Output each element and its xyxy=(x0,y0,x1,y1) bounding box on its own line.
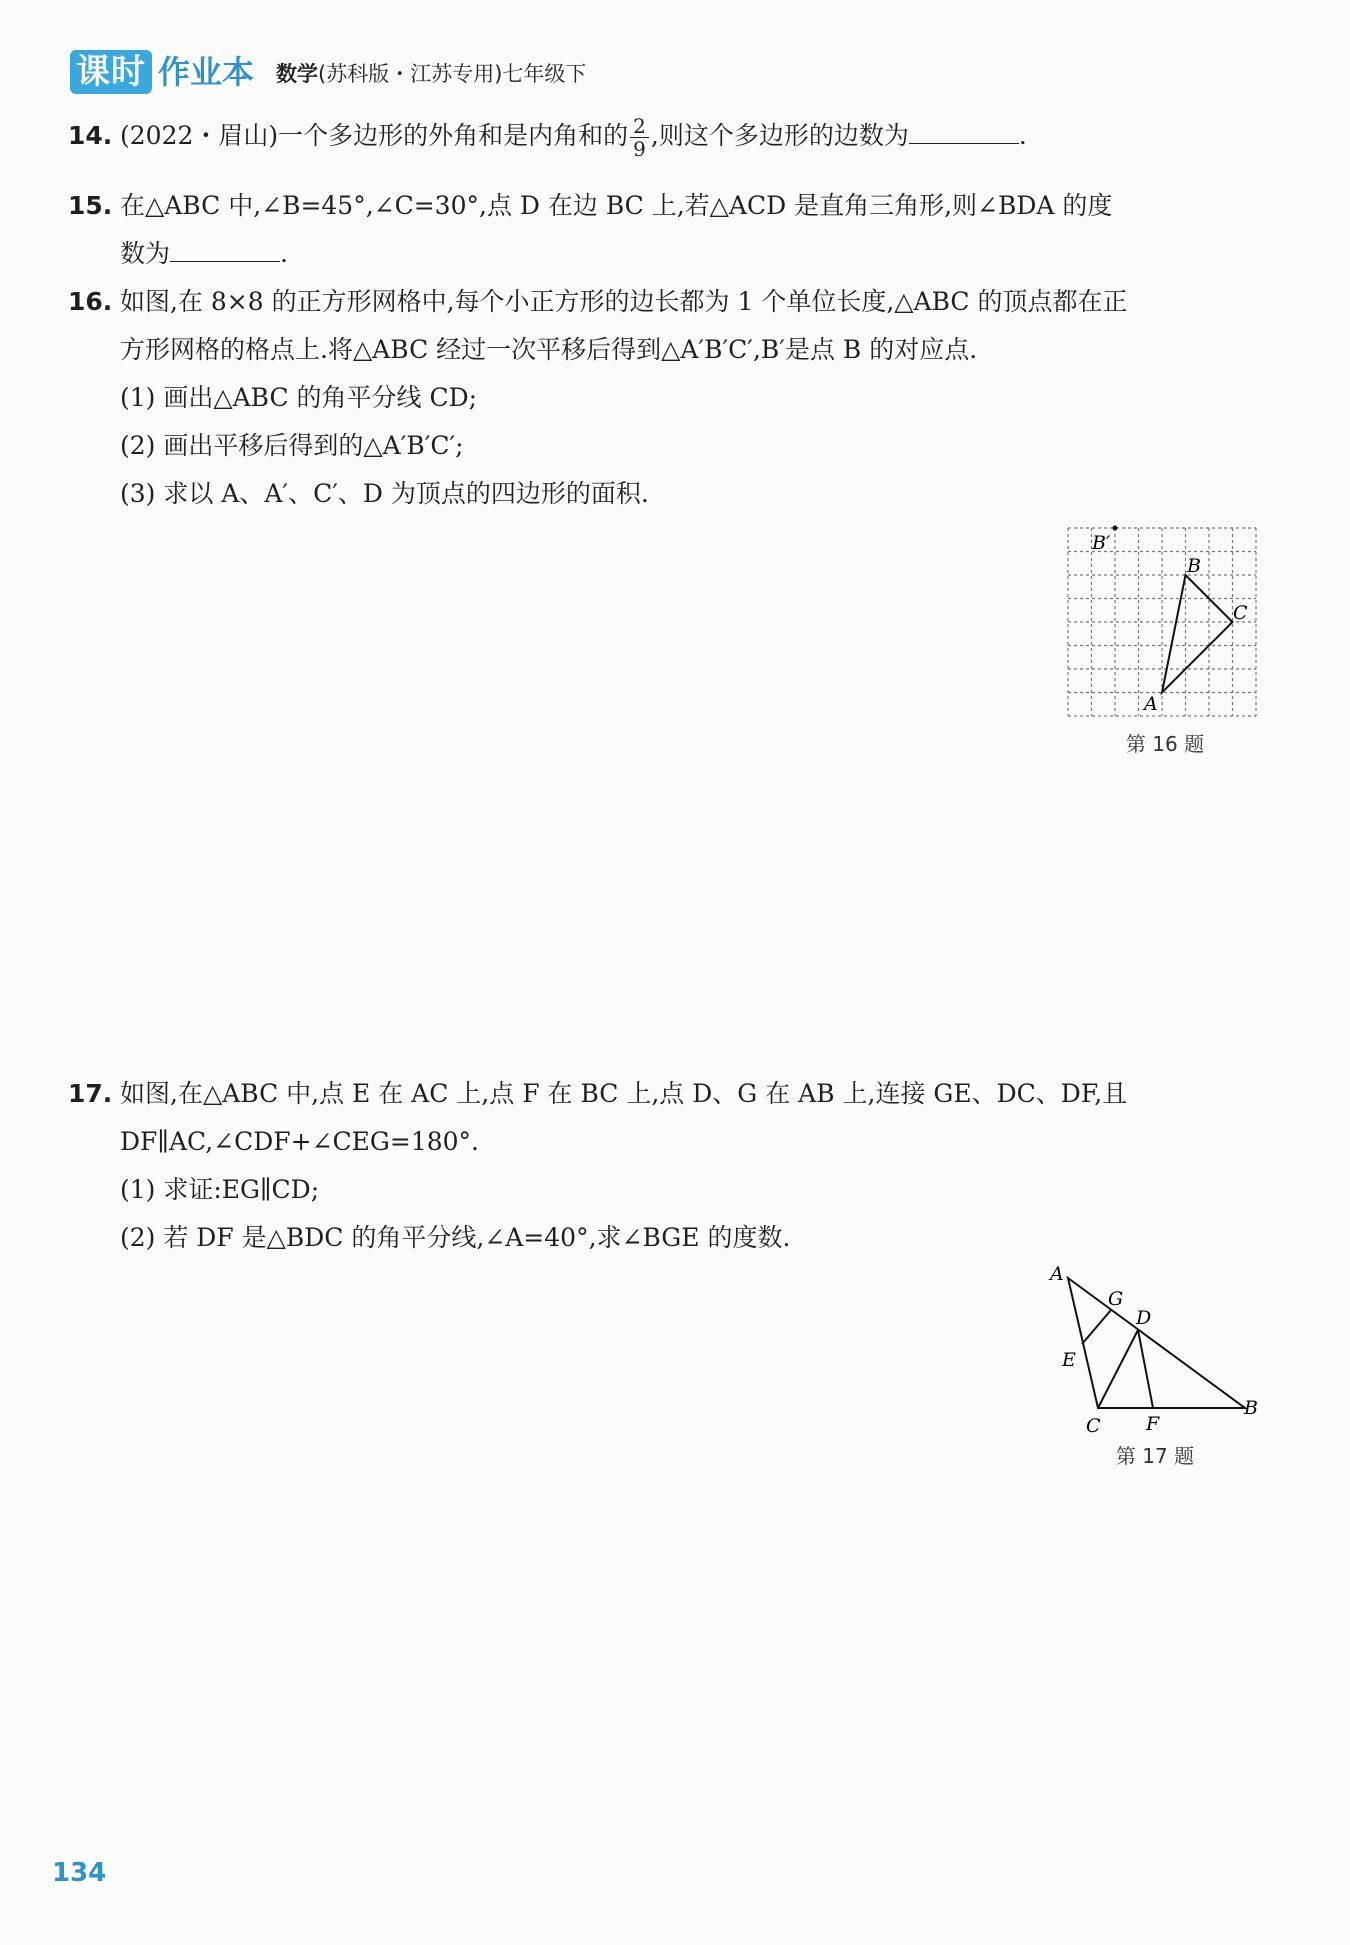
figure-17-caption: 第 17 题 xyxy=(1115,1444,1195,1468)
label-a: A xyxy=(1050,1263,1064,1285)
figure-16-grid xyxy=(1060,524,1266,724)
question-text: 如图,在△ABC 中,点 E 在 AC 上,点 F 在 BC 上,点 D、G 在 AB 上,连接 GE、DC、DF,且 xyxy=(120,1079,1128,1108)
label-d: D xyxy=(1136,1307,1152,1329)
label-b-prime: B′ xyxy=(1092,532,1111,554)
logo-text: 作业本 xyxy=(158,53,255,91)
segment-dc xyxy=(1098,1330,1138,1408)
segment-df xyxy=(1138,1330,1153,1408)
question-text: 如图,在 8×8 的正方形网格中,每个小正方形的边长都为 1 个单位长度,△ABC 的顶点都在正 xyxy=(120,287,1128,316)
subject-name: 数学 xyxy=(276,62,319,86)
question-number: 15. xyxy=(68,191,113,220)
question-text: 在△ABC 中,∠B=45°,∠C=30°,点 D 在边 BC 上,若△ACD 是直角三角形,则∠BDA 的度 xyxy=(120,191,1113,220)
page-header xyxy=(70,48,586,94)
label-b: B xyxy=(1187,555,1201,577)
question-text: (2022・眉山)一个多边形的外角和是内角和的 xyxy=(120,121,629,150)
answer-blank xyxy=(170,233,280,262)
subject-edition: (苏科版・江苏专用)七年级下 xyxy=(318,62,587,86)
label-e: E xyxy=(1062,1349,1076,1371)
segment-ge xyxy=(1082,1310,1111,1344)
question-15 xyxy=(68,182,1263,278)
fraction-numerator: 2 xyxy=(630,115,649,138)
question-number: 14. xyxy=(68,121,113,150)
label-b: B xyxy=(1244,1397,1258,1419)
question-number: 17. xyxy=(68,1079,113,1108)
label-g: G xyxy=(1108,1288,1124,1310)
question-text: DF∥AC,∠CDF+∠CEG=180°. xyxy=(120,1127,479,1156)
figure-16-caption: 第 16 题 xyxy=(1125,732,1205,756)
figure-17-triangle xyxy=(1040,1262,1270,1442)
question-text: 数为 xyxy=(120,239,171,268)
question-text: 方形网格的格点上.将△ABC 经过一次平移后得到△A′B′C′,B′是点 B 的对应点. xyxy=(120,335,978,364)
page-number: 134 xyxy=(52,1858,107,1888)
label-f: F xyxy=(1146,1413,1160,1435)
triangle-abc xyxy=(1162,575,1233,693)
label-c: C xyxy=(1086,1415,1101,1437)
logo-box: 课时 xyxy=(70,50,152,94)
sub-question-1: (1) 画出△ABC 的角平分线 CD; xyxy=(120,383,478,412)
question-text: . xyxy=(280,239,288,268)
label-a: A xyxy=(1144,693,1158,715)
question-text: . xyxy=(1018,121,1027,150)
fraction-denominator: 9 xyxy=(633,137,646,161)
sub-question-2: (2) 若 DF 是△BDC 的角平分线,∠A=40°,求∠BGE 的度数. xyxy=(120,1223,791,1252)
sub-question-3: (3) 求以 A、A′、C′、D 为顶点的四边形的面积. xyxy=(120,479,649,508)
point-b-prime xyxy=(1113,526,1118,531)
question-text: ,则这个多边形的边数为 xyxy=(650,121,909,150)
sub-question-2: (2) 画出平移后得到的△A′B′C′; xyxy=(120,431,464,460)
triangle-abc xyxy=(1068,1278,1245,1408)
question-number: 16. xyxy=(68,287,113,316)
label-c: C xyxy=(1233,602,1248,624)
question-14 xyxy=(68,112,1263,160)
fraction xyxy=(630,115,649,160)
sub-question-1: (1) 求证:EG∥CD; xyxy=(120,1175,320,1204)
subject-title xyxy=(276,54,586,94)
question-17 xyxy=(68,1070,1263,1262)
question-16 xyxy=(68,278,1263,518)
answer-blank xyxy=(909,115,1019,144)
